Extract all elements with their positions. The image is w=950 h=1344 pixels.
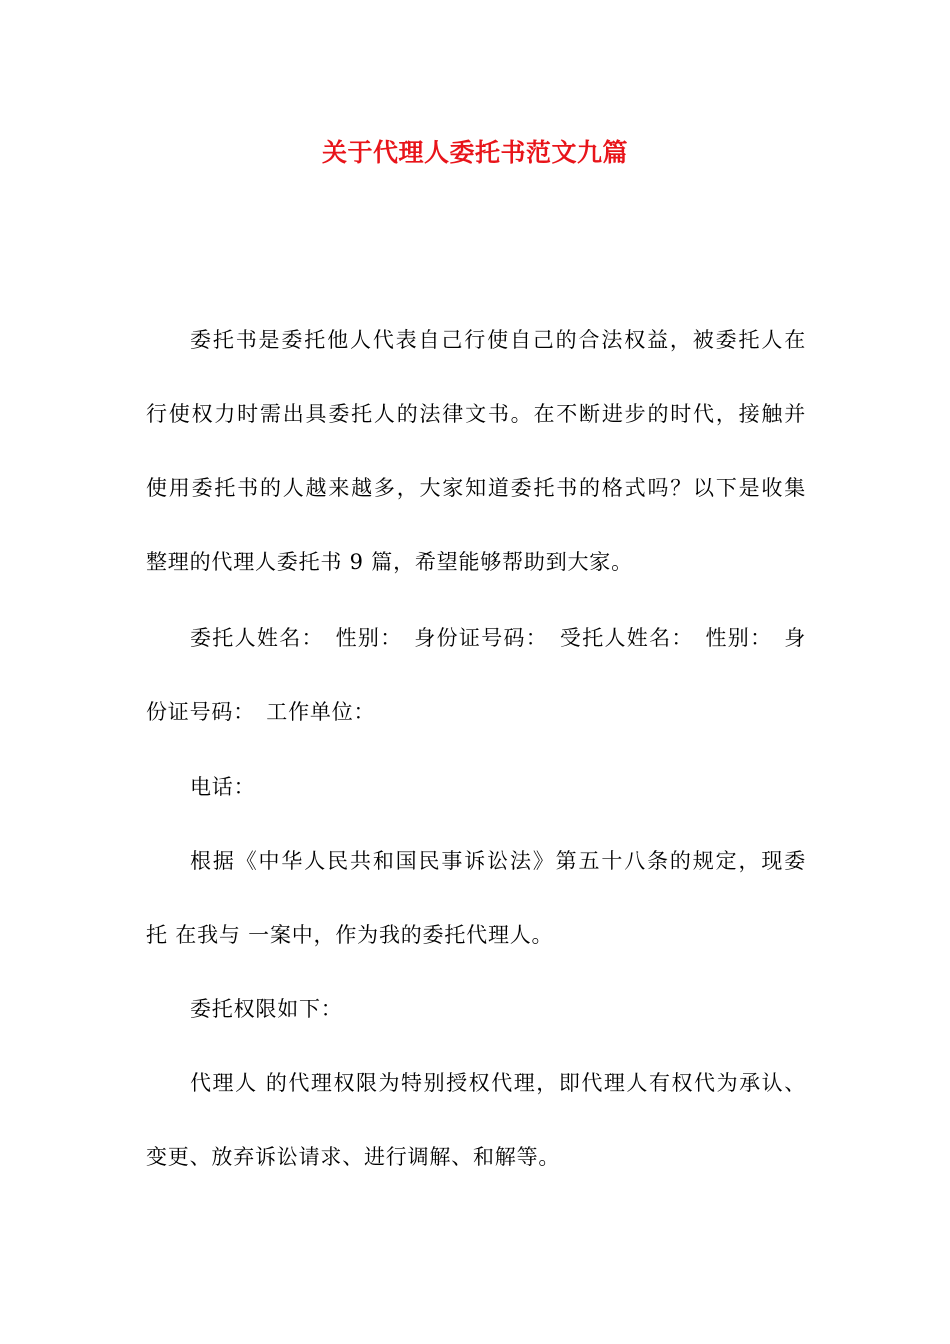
paragraph-line: 份证号码： 工作单位： [146, 700, 376, 724]
document-title: 关于代理人委托书范文九篇 [321, 138, 628, 167]
paragraph-intro [146, 303, 806, 599]
paragraph-line: 委托书是委托他人代表自己行使自己的合法权益，被委托人在 [190, 328, 806, 352]
paragraph-phone [146, 750, 806, 824]
paragraph-line: 根据《中华人民共和国民事诉讼法》第五十八条的规定，现委 [190, 849, 806, 873]
paragraph-line: 电话： [190, 775, 256, 799]
paragraph-basis [146, 824, 806, 972]
paragraph-line: 变更、放弃诉讼请求、进行调解、和解等。 [146, 1145, 561, 1169]
paragraph-parties [146, 601, 806, 749]
paragraph-line: 委托权限如下： [190, 997, 343, 1021]
paragraph-scope-heading [146, 972, 806, 1046]
paragraph-line: 委托人姓名： 性别： 身份证号码： 受托人姓名： 性别： 身 [190, 626, 806, 650]
paragraph-line: 使用委托书的人越来越多，大家知道委托书的格式吗？以下是收集 [146, 476, 806, 500]
paragraph-line: 整理的代理人委托书 9 篇，希望能够帮助到大家。 [146, 550, 633, 574]
paragraph-line: 行使权力时需出具委托人的法律文书。在不断进步的时代，接触并 [146, 402, 806, 426]
paragraph-line: 托 在我与 一案中，作为我的委托代理人。 [146, 923, 554, 947]
paragraph-scope [146, 1046, 806, 1194]
paragraph-line: 代理人 的代理权限为特别授权代理，即代理人有权代为承认、 [190, 1071, 806, 1095]
